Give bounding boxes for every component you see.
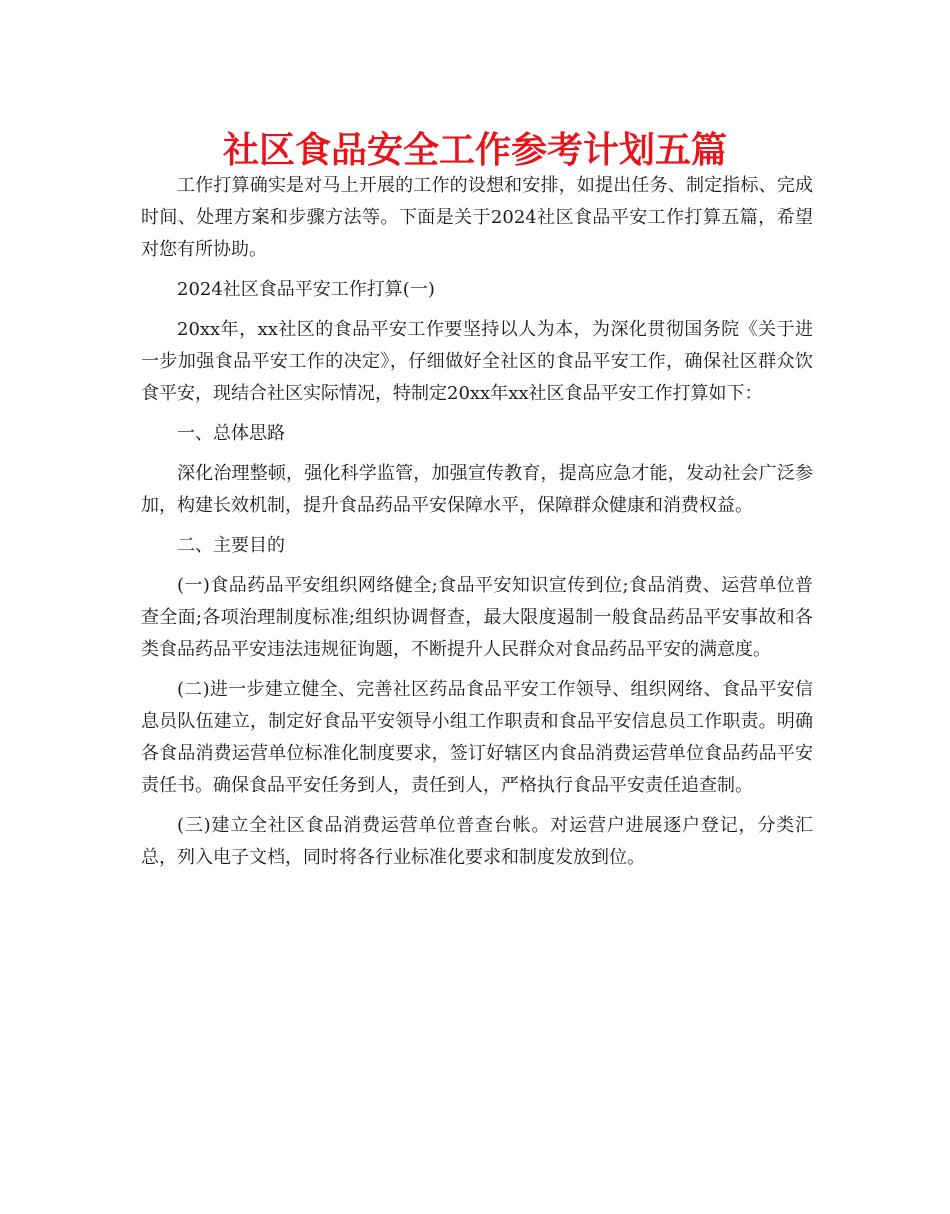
paragraph-intro: 工作打算确实是对马上开展的工作的设想和安排，如提出任务、制定指标、完成时间、处理方案和步骤方法等。下面是关于2024社区食品平安工作打算五篇，希望对您有所协助。 <box>141 175 813 260</box>
paragraph-heading-overall: 一、总体思路 <box>177 423 285 444</box>
document-body <box>141 170 813 882</box>
paragraph-section-heading: 2024社区食品平安工作打算(一) <box>177 279 435 300</box>
document-title: 社区食品安全工作参考计划五篇 <box>222 130 727 171</box>
paragraph-goal-2: (二)进一步建立健全、完善社区药品食品平安工作领导、组织网络、食品平安信息员队伍建立，制定好食品平安领导小组工作职责和食品平安信息员工作职责。明确各食品消费运营单位标准化制度要求，签订好辖区内食品消费运营单位食品药品平安责任书。确保食品平安任务到人，责任到人，严格执行食品平安责任追查制。 <box>141 679 813 796</box>
paragraph-goal-1: (一)食品药品平安组织网络健全;食品平安知识宣传到位;食品消费、运营单位普查全面;各项治理制度标准;组织协调督查，最大限度遏制一般食品药品平安事故和各类食品药品平安违法违规征询题，不断提升人民群众对食品药品平安的满意度。 <box>141 575 813 660</box>
paragraph-heading-goals: 二、主要目的 <box>177 535 285 556</box>
paragraph-goal-3: (三)建立全社区食品消费运营单位普查台帐。对运营户进展逐户登记，分类汇总，列入电子文档，同时将各行业标准化要求和制度发放到位。 <box>141 815 813 868</box>
paragraph-overall-approach: 深化治理整顿，强化科学监管，加强宣传教育，提高应急才能，发动社会广泛参加，构建长效机制，提升食品药品平安保障水平，保障群众健康和消费权益。 <box>141 463 813 516</box>
paragraph-background: 20xx年，xx社区的食品平安工作要坚持以人为本，为深化贯彻国务院《关于进一步加强食品平安工作的决定》，仔细做好全社区的食品平安工作，确保社区群众饮食平安，现结合社区实际情况，特制定20xx年xx社区食品平安工作打算如下： <box>141 319 813 404</box>
